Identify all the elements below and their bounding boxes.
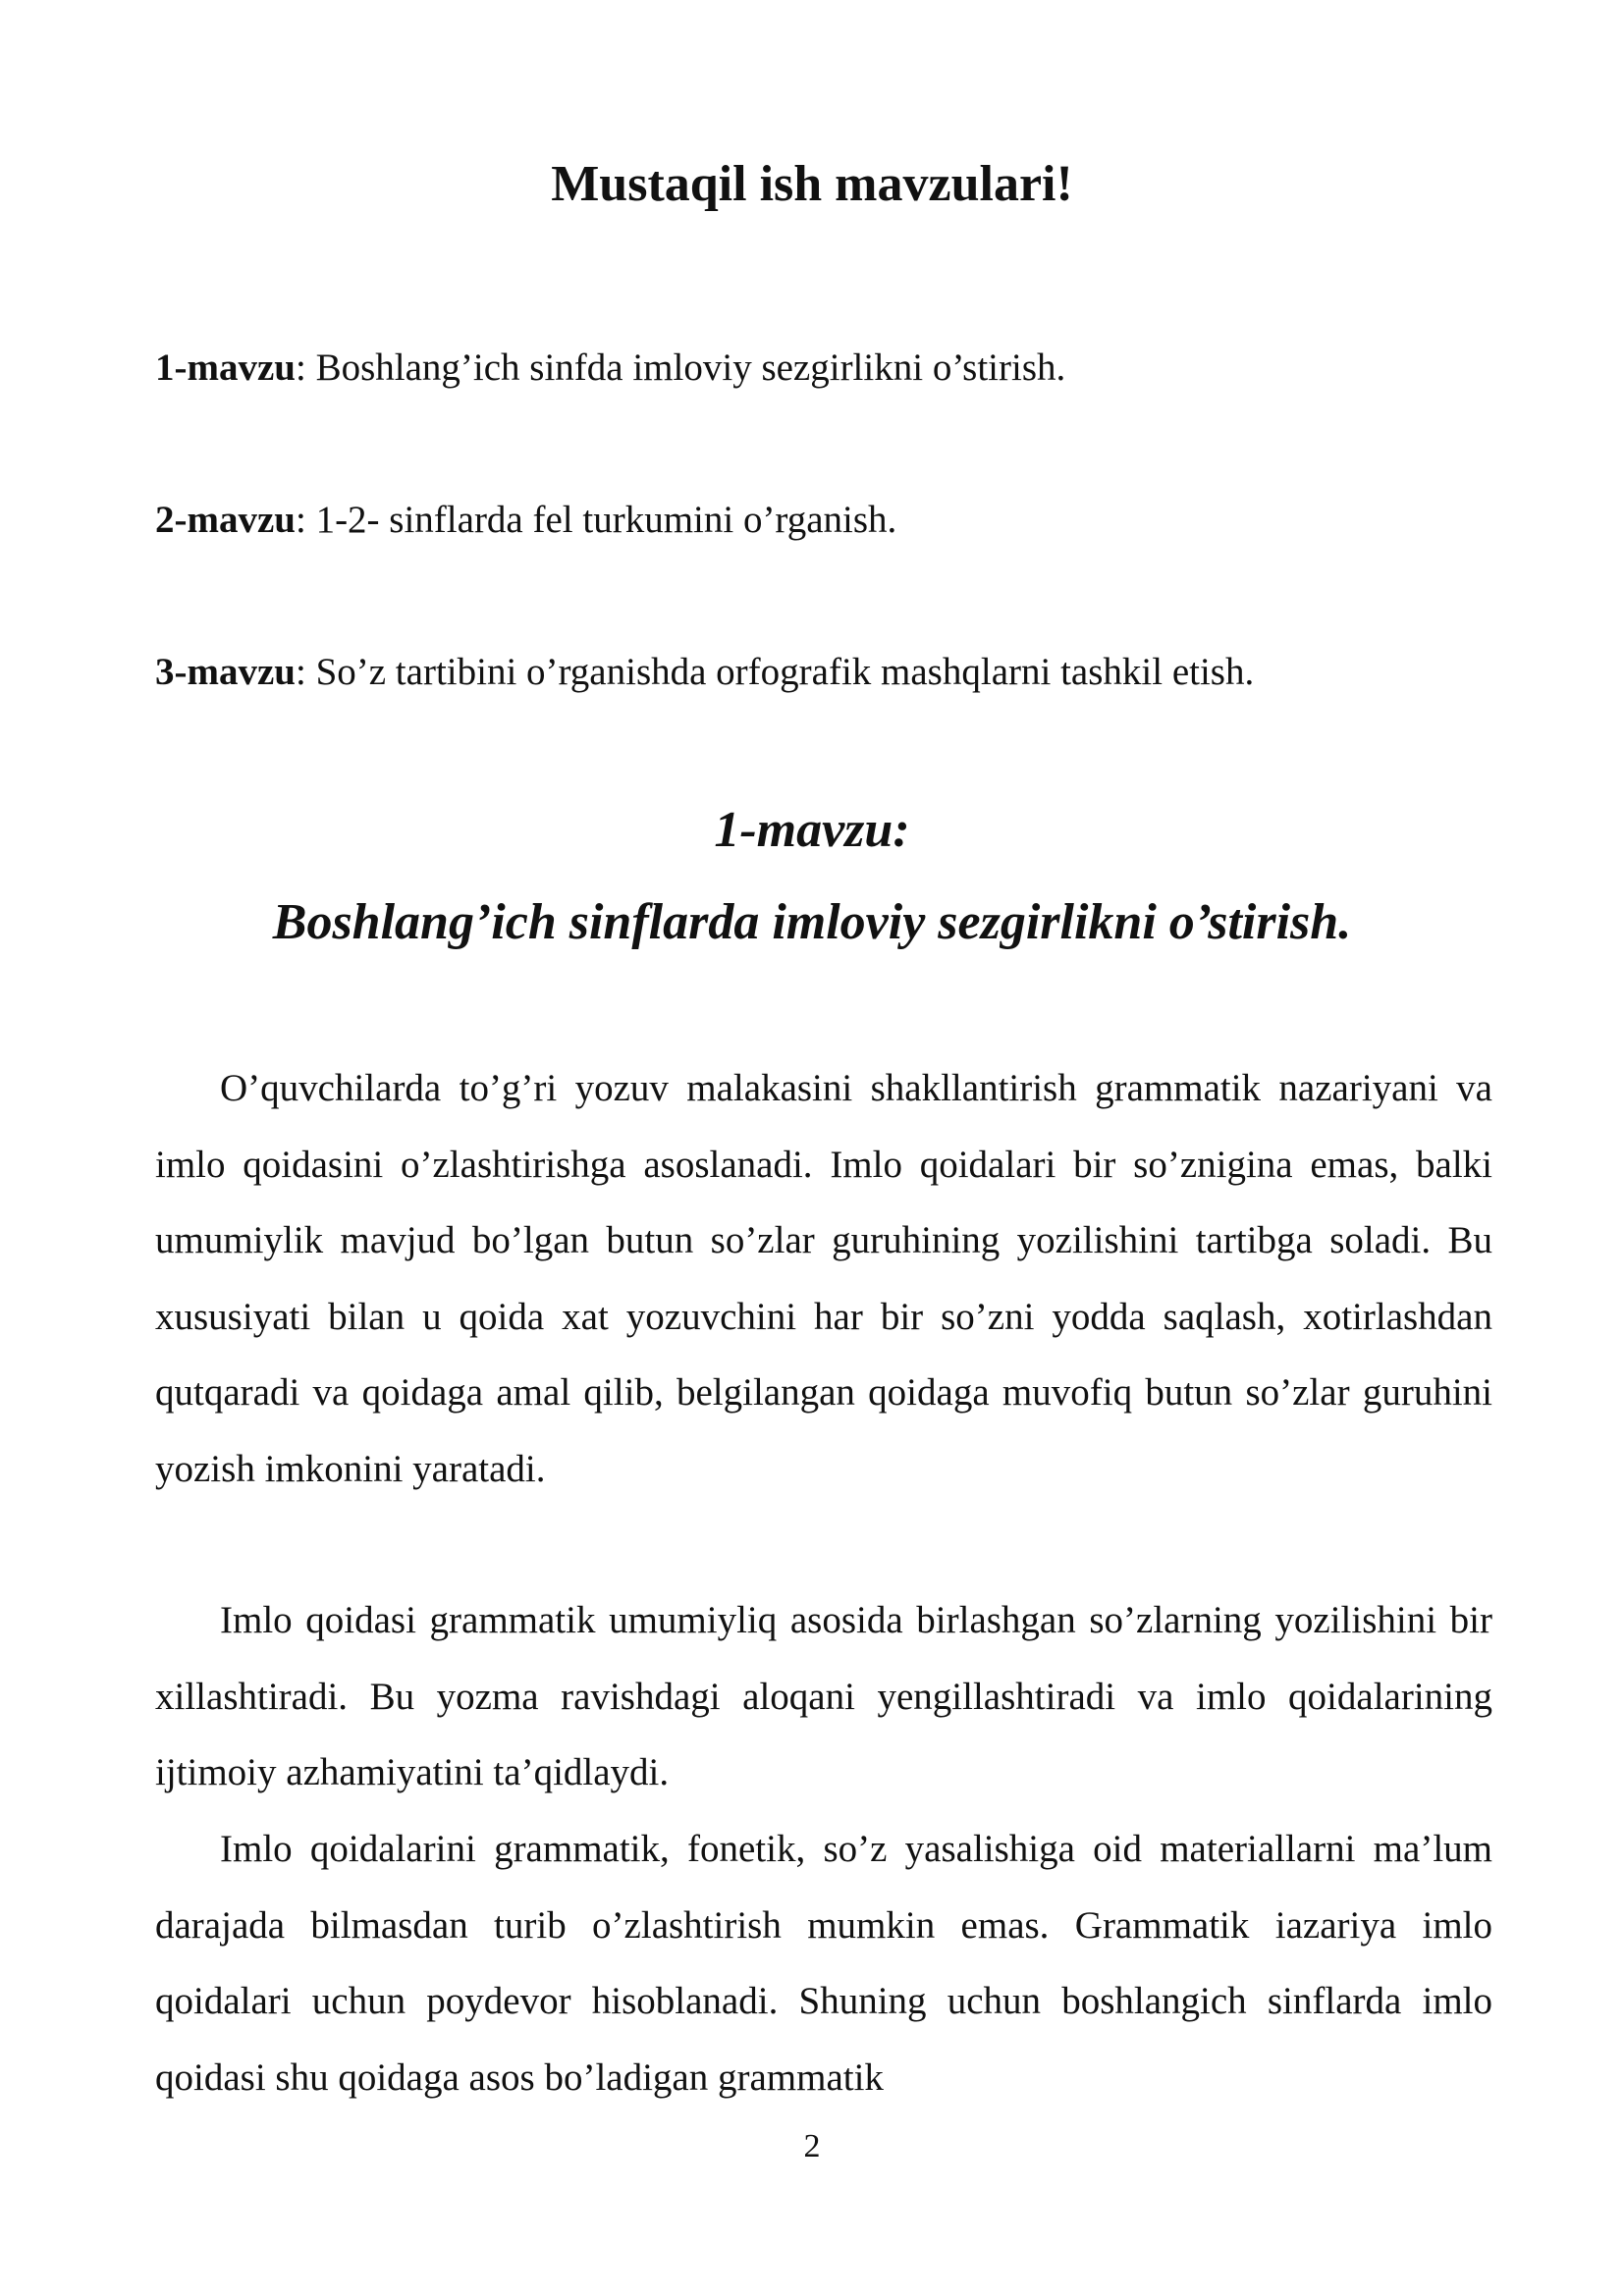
- topic-text: : Boshlang’ich sinfda imloviy sezgirlikni o’stirish.: [295, 347, 1066, 389]
- topic-item-2: [155, 491, 1500, 550]
- topic-item-1: [155, 339, 1500, 398]
- topic-label: 3-mavzu: [155, 651, 296, 693]
- paragraph-3: Imlo qoidalarini grammatik, fonetik, so’z yasalishiga oid materiallarni ma’lum darajada bilmasdan turib o’zlashtirish mumkin emas. Grammatik iazariya imlo qoidalari uchun poydevor hisoblanadi. Shuning uchun boshlangich sinflarda imlo qoidasi shu qoidaga asos bo’ladigan grammatik: [155, 1828, 1492, 2099]
- topic-label: 2-mavzu: [155, 499, 296, 541]
- page-number: 2: [803, 2128, 821, 2164]
- topic-text: : So’z tartibini o’rganishda orfografik mashqlarni tashkil etish.: [295, 651, 1255, 693]
- section-title: Boshlang’ich sinflarda imloviy sezgirlikni o’stirish.: [272, 894, 1352, 950]
- paragraph-2: Imlo qoidasi grammatik umumiyliq asosida birlashgan so’zlarning yozilishini bir xillashtiradi. Bu yozma ravishdagi aloqani yengillashtiradi va imlo qoidalarining ijtimoiy azhamiyatini ta’qidlaydi.: [155, 1599, 1492, 1793]
- section-label: 1-mavzu:: [714, 802, 910, 858]
- topic-label: 1-mavzu: [155, 347, 296, 389]
- topic-item-3: [155, 643, 1500, 702]
- topic-text: : 1-2- sinflarda fel turkumini o’rganish.: [295, 499, 897, 541]
- page-title: Mustaqil ish mavzulari!: [551, 156, 1073, 212]
- paragraph-1: O’quvchilarda to’g’ri yozuv malakasini shakllantirish grammatik nazariyani va imlo qoidasini o’zlashtirishga asoslanadi. Imlo qoidalari bir so’znigina emas, balki umumiylik mavjud bo’lgan butun so’zlar guruhining yozilishini tartibga soladi. Bu xususiyati bilan u qoida xat yozuvchini har bir so’zni yodda saqlash, xotirlashdan qutqaradi va qoidaga amal qilib, belgilangan qoidaga muvofiq butun so’zlar guruhini yozish imkonini yaratadi.: [155, 1067, 1492, 1490]
